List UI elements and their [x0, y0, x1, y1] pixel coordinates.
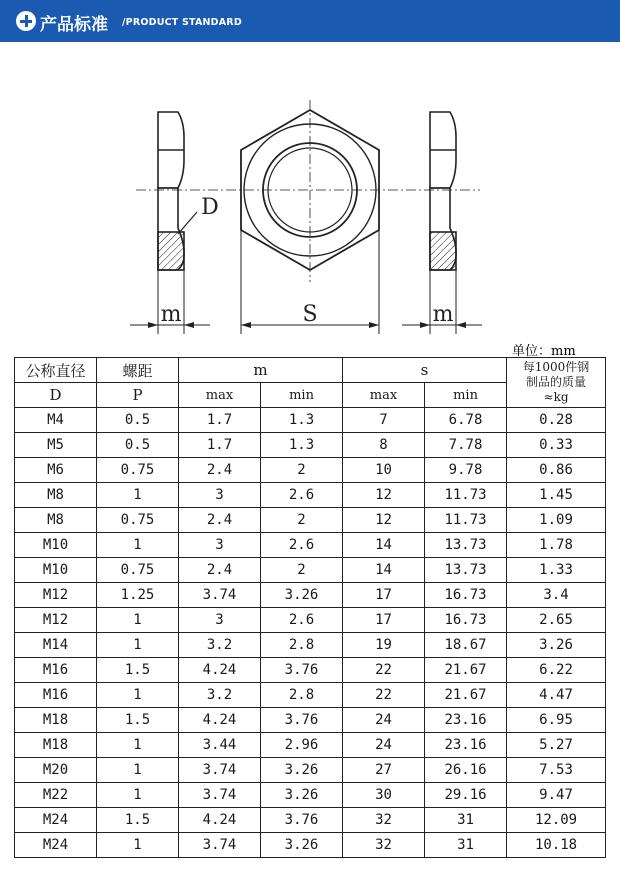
header-mass-line2: 制品的质量: [526, 375, 587, 389]
cell-s-min: 21.67: [425, 658, 507, 683]
header-d: D: [15, 383, 97, 408]
cell-mass: 1.78: [507, 533, 606, 558]
table-row: [15, 808, 606, 833]
cell-s-min: 21.67: [425, 683, 507, 708]
table-row: [15, 758, 606, 783]
cell-m-max: 3.2: [179, 633, 261, 658]
cell-pitch: 1: [97, 783, 179, 808]
header-m-min: min: [261, 383, 343, 408]
cell-m-max: 3.74: [179, 583, 261, 608]
cell-s-min: 18.67: [425, 633, 507, 658]
plus-circle-icon: [16, 11, 36, 31]
table-row: [15, 608, 606, 633]
cell-pitch: 0.75: [97, 508, 179, 533]
cell-m-max: 3: [179, 533, 261, 558]
cell-s-max: 14: [343, 533, 425, 558]
cell-s-min: 7.78: [425, 433, 507, 458]
cell-s-min: 29.16: [425, 783, 507, 808]
cell-m-max: 3.74: [179, 833, 261, 858]
header-m-max: max: [179, 383, 261, 408]
cell-s-max: 27: [343, 758, 425, 783]
cell-mass: 6.95: [507, 708, 606, 733]
left-side-view: [158, 112, 184, 270]
cell-m-min: 3.26: [261, 583, 343, 608]
header-p: P: [97, 383, 179, 408]
header-m: m: [179, 358, 343, 383]
unit-label: 单位：mm: [512, 344, 576, 359]
cell-m-min: 2: [261, 458, 343, 483]
section-title: 产品标准: [40, 15, 108, 35]
cell-m-min: 2.6: [261, 483, 343, 508]
cell-pitch: 1: [97, 683, 179, 708]
cell-nominal: M16: [15, 683, 97, 708]
cell-pitch: 1.5: [97, 808, 179, 833]
cell-nominal: M16: [15, 658, 97, 683]
cell-m-min: 3.26: [261, 783, 343, 808]
cell-m-max: 3.2: [179, 683, 261, 708]
cell-m-min: 3.76: [261, 708, 343, 733]
dimension-label-m-right: m: [432, 302, 454, 327]
cell-m-min: 3.76: [261, 658, 343, 683]
header-mass: [507, 358, 606, 408]
cell-mass: 4.47: [507, 683, 606, 708]
cell-nominal: M18: [15, 733, 97, 758]
cell-nominal: M22: [15, 783, 97, 808]
cell-nominal: M18: [15, 708, 97, 733]
cell-nominal: M4: [15, 408, 97, 433]
cell-m-min: 1.3: [261, 408, 343, 433]
cell-s-min: 26.16: [425, 758, 507, 783]
cell-pitch: 1.25: [97, 583, 179, 608]
cell-s-min: 13.73: [425, 533, 507, 558]
header-s-max: max: [343, 383, 425, 408]
cell-m-min: 3.76: [261, 808, 343, 833]
table-row: [15, 683, 606, 708]
cell-s-max: 10: [343, 458, 425, 483]
cell-mass: 2.65: [507, 608, 606, 633]
table-row: [15, 708, 606, 733]
cell-m-max: 4.24: [179, 808, 261, 833]
cell-m-max: 3: [179, 483, 261, 508]
cell-m-min: 1.3: [261, 433, 343, 458]
cell-nominal: M14: [15, 633, 97, 658]
cell-pitch: 1: [97, 533, 179, 558]
cell-mass: 3.4: [507, 583, 606, 608]
cell-nominal: M24: [15, 808, 97, 833]
cell-nominal: M8: [15, 483, 97, 508]
cell-s-min: 11.73: [425, 508, 507, 533]
cell-m-max: 4.24: [179, 658, 261, 683]
cell-pitch: 0.5: [97, 433, 179, 458]
cell-s-max: 14: [343, 558, 425, 583]
cell-s-max: 12: [343, 483, 425, 508]
cell-s-max: 8: [343, 433, 425, 458]
cell-nominal: M24: [15, 833, 97, 858]
cell-pitch: 0.5: [97, 408, 179, 433]
table-row: [15, 558, 606, 583]
cell-nominal: M12: [15, 583, 97, 608]
spec-table: [14, 357, 606, 858]
cell-s-max: 22: [343, 683, 425, 708]
cell-mass: 12.09: [507, 808, 606, 833]
table-row: [15, 533, 606, 558]
table-row: [15, 833, 606, 858]
header-s: s: [343, 358, 507, 383]
cell-s-min: 16.73: [425, 583, 507, 608]
cell-m-min: 2.96: [261, 733, 343, 758]
cell-m-max: 4.24: [179, 708, 261, 733]
cell-pitch: 1: [97, 608, 179, 633]
table-row: [15, 633, 606, 658]
table-row: [15, 508, 606, 533]
cell-m-max: 1.7: [179, 408, 261, 433]
dimension-label-m-left: m: [160, 302, 182, 327]
cell-s-max: 24: [343, 708, 425, 733]
cell-pitch: 1.5: [97, 708, 179, 733]
cell-s-max: 24: [343, 733, 425, 758]
cell-m-max: 3: [179, 608, 261, 633]
cell-s-max: 17: [343, 583, 425, 608]
table-row: [15, 733, 606, 758]
cell-mass: 7.53: [507, 758, 606, 783]
section-header: [0, 0, 620, 42]
cell-m-min: 2.8: [261, 633, 343, 658]
table-row: [15, 658, 606, 683]
cell-mass: 0.86: [507, 458, 606, 483]
cell-m-max: 2.4: [179, 558, 261, 583]
cell-s-min: 9.78: [425, 458, 507, 483]
cell-mass: 0.28: [507, 408, 606, 433]
cell-s-max: 19: [343, 633, 425, 658]
cell-s-min: 11.73: [425, 483, 507, 508]
cell-s-min: 16.73: [425, 608, 507, 633]
cell-m-max: 1.7: [179, 433, 261, 458]
cell-s-min: 31: [425, 833, 507, 858]
cell-mass: 1.09: [507, 508, 606, 533]
cell-mass: 3.26: [507, 633, 606, 658]
cell-m-max: 3.74: [179, 783, 261, 808]
header-nominal-diameter: 公称直径: [15, 358, 97, 383]
cell-s-max: 7: [343, 408, 425, 433]
cell-s-min: 13.73: [425, 558, 507, 583]
header-pitch: 螺距: [97, 358, 179, 383]
cell-pitch: 1: [97, 758, 179, 783]
cell-m-min: 3.26: [261, 758, 343, 783]
header-mass-line1: 每1000件钢: [522, 360, 590, 374]
table-row: [15, 433, 606, 458]
table-row: [15, 583, 606, 608]
cell-pitch: 0.75: [97, 458, 179, 483]
cell-m-min: 2.8: [261, 683, 343, 708]
dimension-label-s: S: [302, 302, 318, 327]
cell-m-min: 2.6: [261, 533, 343, 558]
cell-mass: 9.47: [507, 783, 606, 808]
cell-s-max: 17: [343, 608, 425, 633]
cell-s-max: 12: [343, 508, 425, 533]
cell-s-min: 6.78: [425, 408, 507, 433]
cell-m-max: 2.4: [179, 508, 261, 533]
cell-s-max: 22: [343, 658, 425, 683]
cell-pitch: 0.75: [97, 558, 179, 583]
cell-nominal: M20: [15, 758, 97, 783]
cell-m-min: 2.6: [261, 608, 343, 633]
cell-pitch: 1: [97, 733, 179, 758]
table-row: [15, 458, 606, 483]
cell-mass: 6.22: [507, 658, 606, 683]
right-side-view: [430, 112, 456, 270]
cell-nominal: M5: [15, 433, 97, 458]
cell-pitch: 1.5: [97, 658, 179, 683]
cell-s-min: 23.16: [425, 733, 507, 758]
table-row: [15, 408, 606, 433]
cell-mass: 1.45: [507, 483, 606, 508]
cell-m-max: 3.44: [179, 733, 261, 758]
section-subtitle: /PRODUCT STANDARD: [122, 17, 242, 28]
dimension-label-d: D: [201, 195, 219, 220]
cell-s-max: 30: [343, 783, 425, 808]
cell-mass: 5.27: [507, 733, 606, 758]
table-row: [15, 783, 606, 808]
cell-s-min: 31: [425, 808, 507, 833]
cell-s-max: 32: [343, 833, 425, 858]
cell-nominal: M6: [15, 458, 97, 483]
cell-s-max: 32: [343, 808, 425, 833]
cell-nominal: M8: [15, 508, 97, 533]
cell-m-min: 3.26: [261, 833, 343, 858]
cell-nominal: M12: [15, 608, 97, 633]
cell-mass: 0.33: [507, 433, 606, 458]
cell-nominal: M10: [15, 533, 97, 558]
cell-mass: 10.18: [507, 833, 606, 858]
cell-pitch: 1: [97, 833, 179, 858]
cell-pitch: 1: [97, 633, 179, 658]
cell-pitch: 1: [97, 483, 179, 508]
cell-s-min: 23.16: [425, 708, 507, 733]
nut-technical-drawing: [0, 42, 620, 342]
spec-table-body: [15, 408, 606, 858]
header-mass-line3: ≈kg: [543, 390, 569, 404]
cell-m-max: 3.74: [179, 758, 261, 783]
table-row: [15, 483, 606, 508]
cell-nominal: M10: [15, 558, 97, 583]
cell-m-min: 2: [261, 558, 343, 583]
cell-mass: 1.33: [507, 558, 606, 583]
header-s-min: min: [425, 383, 507, 408]
cell-m-min: 2: [261, 508, 343, 533]
cell-m-max: 2.4: [179, 458, 261, 483]
